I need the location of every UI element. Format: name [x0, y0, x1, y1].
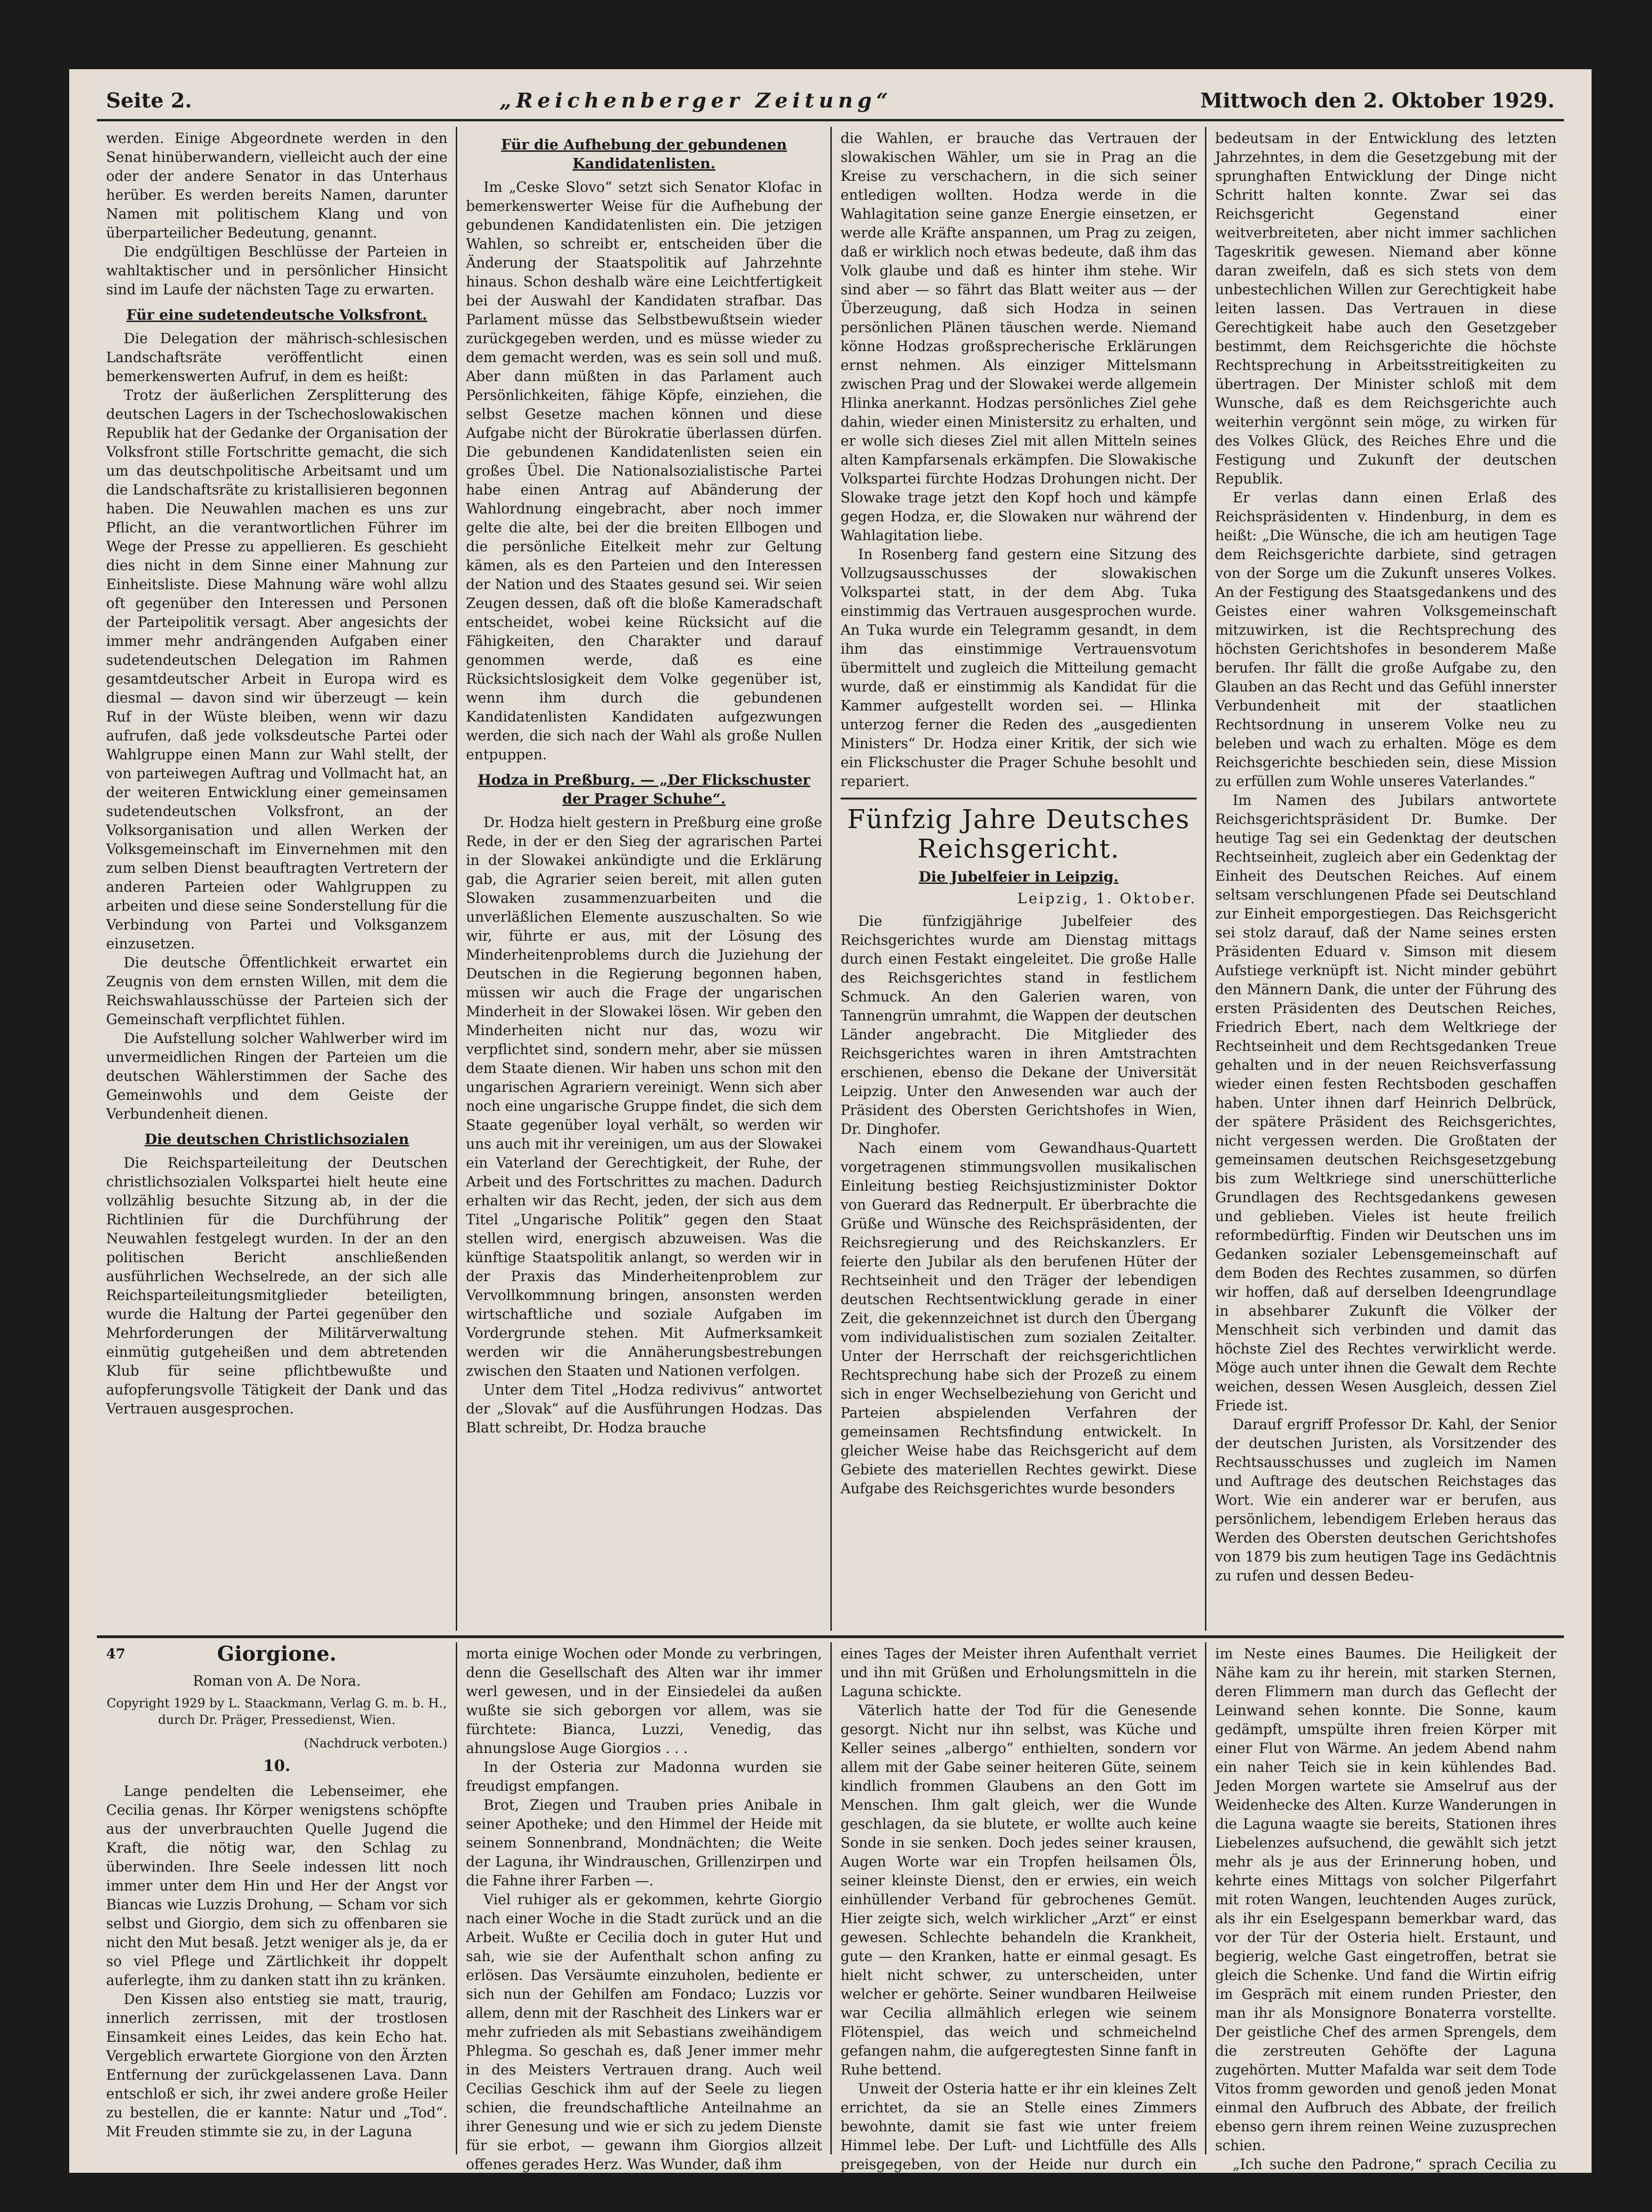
- article-separator: [841, 798, 1197, 799]
- section-heading: Hodza in Preßburg. — „Der Flickschuster der Prager Schuhe“.: [477, 772, 811, 807]
- paragraph: Trotz der äußerlichen Zersplitterung des deutschen Lagers in der Tschechoslowakischen Republik hat der Gedanke der Organisation der Volksfront stille Fortschritte gemacht, die sich um das deutschpolitische Arbeitsamt und um die Landschaftsräte zu kristallisieren begonnen haben. Die Neuwahlen machen es uns zur Pflicht, an die verantwortlichen Führer im Wege der Presse zu appellieren. Es geschieht dies nicht in dem Sinne einer Mahnung zur Einheitsliste. Diese Mahnung wäre wohl allzu oft gegenüber den Interessen und Personen der Parteipolitik versagt. Aber angesichts der immer mehr andrängenden Aufgaben einer sudetendeutschen Delegation im Rahmen gesamtdeutscher Arbeit in Europa wird es diesmal — davon sind wir überzeugt — kein Ruf in der Wüste bleiben, wenn wir dazu aufrufen, daß jede volksdeutsche Partei oder Wahlgruppe einen Mann zur Wahl stellt, der von parteiwegen Auftrag und Vollmacht hat, an der weiteren Entwicklung einer gemeinsamen sudetendeutschen Volksfront, an der Volksorganisation und allen Werken der Volksgemeinschaft im Einvernehmen mit den zum selben Dienst beauftragten Vertretern der anderen Parteien oder Wahlgruppen zu arbeiten und diese seine Sonderstellung für die Verbindung von Partei und Volksganzem einzusetzen.: [106, 388, 447, 952]
- column-divider: [1205, 1642, 1206, 2154]
- paragraph: eines Tages der Meister ihren Aufenthalt verriet und ihn mit Grüßen und Erholungsmitteln in die Laguna schickte.: [841, 1646, 1197, 1700]
- installment-number: 47: [106, 1646, 125, 1662]
- paragraph: Die Aufstellung solcher Wahlwerber wird im unvermeidlichen Ringen der Parteien um die deutschen Wählerstimmen der Sache des Gemeinwohls und dem Geiste der Verbundenheit dienen.: [106, 1031, 447, 1122]
- paragraph: Die Reichsparteileitung der Deutschen christlichsozialen Volkspartei hielt heute eine vollzählig besuchte Sitzung ab, in der die Richtlinien für die Durchführung der Neuwahlen festgelegt wurden. In der an den politischen Bericht anschließenden ausführlichen Wechselrede, an der sich alle Reichsparteileitungsmitglieder beteiligten, wurde die Haltung der Partei gegenüber den Mehrforderungen der Militärverwaltung einmütig gutgeheißen und dem abtretenden Klub für seine pflichtbewußte und aufopferungsvolle Tätigkeit der Dank und das Vertrauen ausgesprochen.: [106, 1155, 447, 1417]
- copyright-notice: Copyright 1929 by L. Staackmann, Verlag G. m. b. H., durch Dr. Präger, Pressedienst, Wien.: [107, 1696, 447, 1727]
- column-1: [106, 129, 447, 1628]
- paragraph: Brot, Ziegen und Trauben pries Anibale in seiner Apotheke; und den Himmel der Heide mit seinem Sonnenbrand, Mondnächten; die Weite der Laguna, ihr Windrauschen, Grillenzirpen und die Fahne ihrer Farben —.: [466, 1797, 822, 1889]
- paragraph: Unter dem Titel „Hodza redivivus“ antwortet der „Slovak“ auf die Ausführungen Hodzas. Das Blatt schreibt, Dr. Hodza brauche: [466, 1382, 822, 1436]
- paragraph: werden. Einige Abgeordnete werden in den Senat hinüberwandern, vielleicht auch der eine oder der andere Senator in das Unterhaus herüber. Es werden bereits Namen, darunter Namen mit politischem Klang und von überparteilicher Bedeutung, genannt.: [106, 131, 447, 241]
- masthead: „Reichenberger Zeitung“: [500, 89, 893, 113]
- section-heading: Für eine sudetendeutsche Volksfront.: [126, 307, 427, 323]
- paragraph: morta einige Wochen oder Monde zu verbringen, denn die Gesellschaft des Alten war ihr immer werl gewesen, und in der Einsiedelei da außen wußte sie sich geborgen vor allem, was sie fürchtete: Bianca, Luzzi, Venedig, das ahnungslose Auge Giorgios . . .: [466, 1646, 822, 1757]
- paragraph: Dr. Hodza hielt gestern in Preßburg eine große Rede, in der er den Sieg der agrarischen Partei in der Slowakei ankündigte und die Erklärung gab, die Agrarier seien bereit, mit allen guten Slowaken zusammenzuarbeiten und die unverläßlichen Elemente auszuschalten. So wie wir, führte er aus, mit der Lösung des Minderheitenproblems durch die Juziehung der Deutschen in die Regierung begonnen haben, müssen wir auch die Frage der ungarischen Minderheit in der Slowakei lösen. Wir geben den Minderheiten nicht nur das, wozu wir verpflichtet sind, sondern mehr, aber sie müssen dem Staate dienen. Wir haben uns schon mit den ungarischen Agrariern vereinigt. Wenn sich aber noch eine ungarische Gruppe findet, die sich dem Staate gegenüber loyal verhält, so werden wir uns auch mit ihr vereinigen, um aus der Slowakei ein Vaterland der Gerechtigkeit, der Ruhe, der Arbeit und des Fortschrittes zu machen. Dadurch erhalten wir das Recht, jeden, der sich aus dem Titel „Ungarische Politik“ gegen den Staat stellen wird, energisch abzuweisen. Was die künftige Staatspolitik anlangt, so werden wir in der Praxis das Minderheitenproblem zur Vervollkommnung bringen, ansonsten werden wirtschaftliche und soziale Aufgaben im Vordergrunde stehen. Mit Aufmerksamkeit werden wir die Annäherungsbestrebungen zwischen den Staaten und Nationen verfolgen.: [466, 815, 822, 1379]
- novel-column-2: [466, 1645, 822, 2173]
- column-divider: [830, 1642, 832, 2154]
- column-divider: [456, 1642, 457, 2154]
- column-divider: [1205, 127, 1206, 1631]
- column-2: [466, 129, 822, 1628]
- novel-column-1: [106, 1642, 447, 2157]
- paragraph: Im „Ceske Slovo“ setzt sich Senator Klofac in bemerkenswerter Weise für die Aufhebung der gebundenen Kandidatenlisten ein. Die jetzigen Wahlen, so schreibt er, entscheiden über die Änderung der Staatspolitik auf Jahrzehnte hinaus. Schon deshalb wäre eine Leichtfertigkeit bei der Auswahl der Kandidaten strafbar. Das Parlament müsse das Selbstbewußtsein wieder zurückgegeben werden, und es müsse wieder zu dem gemacht werden, was es sein soll und muß. Aber dann müßten in das Parlament auch Persönlichkeiten, fähige Köpfe, einziehen, die selbst Gesetze machen können und diese Aufgabe nicht der Bürokratie überlassen dürfen. Die gebundenen Kandidatenlisten seien ein großes Übel. Die Nationalsozialistische Partei habe einen Antrag auf Abänderung der Wahlordnung eingebracht, aber noch immer gelte die alte, bei der die breiten Ellbogen und die persönliche Eitelkeit mehr zur Geltung kämen, als es den Parteien und den Interessen der Nation und des Staates gesund sei. Wir seien Zeugen dessen, daß oft die bloße Kameradschaft entscheidet, wobei keine Rücksicht auf die Fähigkeiten, den Charakter und darauf genommen werde, daß es eine Rücksichtslosigkeit dem Volke gegenüber ist, wenn ihm durch die gebundenen Kandidatenlisten Kandidaten aufgezwungen werden, die sich nach der Wahl als große Nullen entpuppen.: [466, 179, 822, 763]
- paragraph: im Neste eines Baumes. Die Heiligkeit der Nähe kam zu ihr herein, mit starken Sternen, deren Flimmern man durch das Geflecht der Leinwand sehen konnte. Die Sonne, kaum gedämpft, umspülte ihren freien Körper mit einer Flut von Wärme. An jedem Abend nahm ein naher Teich sie in kein kühlendes Bad. Jeden Morgen wartete sie Amselruf aus der Weidenhecke des Alten. Kurze Wanderungen in die Laguna waagte sie bereits, Stationen ihres Liebelenzes aufsuchend, die gewählt sich jetzt mehr als je aus der Erinnerung hoben, und kehrte eines Mittags von solcher Pilgerfahrt mit roten Wangen, leuchtenden Auges zurück, als ihr ein Eselgespann bemerkbar ward, das vor der Tür der Osteria hielt. Erstaunt, und begierig, welche Gast eingetroffen, betrat sie gleich die Schenke. Und fand die Wirtin eifrig im Gespräch mit einem runden Priester, den man ihr als Monsignore Bonaterra vorstellte. Der geistliche Chef des armen Sprengels, dem die zerstreuten Gehöfte der Laguna zugehörten. Mutter Mafalda war seit dem Tode Vitos fromm geworden und genoß jeden Monat einmal den Aufbruch des Abbate, der freilich ebenso gern ihrem reinen Weine zuzusprechen schien.: [1215, 1646, 1557, 2154]
- novel-title: Giorgione.: [217, 1642, 337, 1666]
- section-heading: Die deutschen Christlichsozialen: [144, 1131, 409, 1148]
- article-subhead: Die Jubelfeier in Leipzig.: [918, 869, 1119, 885]
- novel-author: Roman von A. De Nora.: [193, 1673, 361, 1689]
- section-heading: Für die Aufhebung der gebundenen Kandidatenlisten.: [501, 137, 787, 172]
- novel-column-3: [841, 1645, 1197, 2192]
- paragraph: Im Namen des Jubilars antwortete Reichsgerichtspräsident Dr. Bumke. Der heutige Tag sei ein Gedenktag der deutschen Rechtseinheit, zugleich aber ein Gedenktag der Einheit des Deutschen Reiches. Auf einem seltsam verschlungenen Pfade sei Deutschland zur Einheit emporgestiegen. Das Reichsgericht sei stolz darauf, daß der Name seines ersten Präsidenten Eduard v. Simson mit diesem Aufstiege verknüpft ist. Nicht minder gebührt den Männern Dank, die unter der Führung des ersten Präsidenten des Deutschen Reiches, Friedrich Ebert, nach dem Weltkriege der Rechtseinheit und dem Rechtsgedanken Treue gehalten und in der neuen Reichsverfassung wieder einen festen Rechtsboden geschaffen haben. Unter ihnen darf Heinrich Delbrück, der spätere Präsident des Reichsgerichtes, nicht vergessen werden. Die Großtaten der gemeinsamen deutschen Reichsgesetzgebung bis zum Weltkriege sind unerschütterliche Grundlagen des Rechtsgedankens gewesen und geblieben. Vieles ist heute freilich reformbedürftig. Finden wir Deutschen uns im Gedanken sozialer Lebensgemeinschaft auf dem Boden des Rechtes zusammen, so dürfen wir hoffen, daß auf derselben Ideengrundlage in absehbarer Zukunft die Völker der Menschheit sich verbinden und damit das höchste Ziel des Rechtes verwirklicht werde. Möge auch unter ihnen die Gewalt dem Rechte weichen, dessen Wesen Ausgleich, dessen Ziel Friede ist.: [1215, 793, 1557, 1414]
- paragraph: In der Osteria zur Madonna wurden sie freudigst empfangen.: [466, 1759, 822, 1795]
- paragraph: Er verlas dann einen Erlaß des Reichspräsidenten v. Hindenburg, in dem es heißt: „Die Wünsche, die ich am heutigen Tage dem Reichsgerichte darbiete, sind getragen von der Sorge um die Zukunft unseres Volkes. An der Festigung des Staatsgedankens und des Geistes einer wahren Volksgemeinschaft mitzuwirken, ist die Rechtsprechung des höchsten Gerichtshofes in besonderem Maße berufen. Ihr fällt die große Aufgabe zu, den Glauben an das Recht und das Gefühl innerster Verbundenheit mit der staatlichen Rechtsordnung in unserem Volke neu zu beleben und wach zu erhalten. Möge es dem Reichsgerichte beschieden sein, diese Mission zu erfüllen zum Wohle unseres Vaterlandes.“: [1215, 490, 1557, 790]
- paragraph: die Wahlen, er brauche das Vertrauen der slowakischen Wähler, um sie in Prag an die Kreise zu verschachern, in die sich seiner entledigen wollten. Hodza werde in die Wahlagitation seine ganze Energie einsetzen, er werde alle Kräfte anspannen, um Prag zu zeigen, daß er wirklich noch etwas bedeute, daß ihm das Volk glaube und daß es hinter ihm stehe. Wir sind aber — so fährt das Blatt weiter aus — der Überzeugung, daß sich Hodza in seinen persönlichen Plänen täuschen werde. Niemand könne Hodzas großsprecherische Erklärungen ernst nehmen. Als einziger Mittelsmann zwischen Prag und der Slowakei werde allgemein Hlinka anerkannt. Hodzas persönliches Ziel gehe dahin, wieder einen Ministersitz zu erhalten, und er wolle sich dieses Ziel mit allen Mitteln seines alten Kampfarsenals erkämpfen. Die Slowakische Volkspartei fürchte Hodzas Drohungen nicht. Der Slowake trage jetzt den Kopf hoch und kämpfe gegen Hodza, er, die Slowaken nur während der Wahlagitation liebe.: [841, 131, 1197, 544]
- paragraph: „Ich suche den Padrone,“ sprach Cecilia zu ihr Eindringen in die geistliche Stunde zu entschuldigen.: [1215, 2157, 1557, 2211]
- column-divider: [456, 127, 457, 1631]
- paragraph: Die Delegation der mährisch-schlesischen Landschaftsräte veröffentlicht einen bemerkenswerten Aufruf, in dem es heißt:: [106, 331, 447, 385]
- issue-date: Mittwoch den 2. Oktober 1929.: [1200, 89, 1555, 113]
- reprint-notice: (Nachdruck verboten.): [304, 1736, 447, 1751]
- page-number: Seite 2.: [106, 89, 192, 113]
- paragraph: Die deutsche Öffentlichkeit erwartet ein Zeugnis von dem ernsten Willen, mit dem die Reichswahlausschüsse der Parteien sich der Gemeinschaft verpflichtet fühlen.: [106, 955, 447, 1028]
- page-header: [106, 87, 1555, 114]
- article-title: Fünfzig Jahre Deutsches Reichsgericht.: [847, 805, 1190, 864]
- paragraph: Darauf ergriff Professor Dr. Kahl, der Senior der deutschen Juristen, als Vorsitzender des Rechtsausschusses und zugleich im Namen und Auftrage des deutschen Reichstages das Wort. Wie ein anderer war er berufen, aus persönlichem, lebendigem Erleben heraus das Werden des Obersten deutschen Gerichtshofes von 1879 bis zum heutigen Tage ins Gedächtnis zu rufen und dessen Bedeu-: [1215, 1417, 1557, 1584]
- column-divider: [830, 127, 832, 1631]
- paragraph: In Rosenberg fand gestern eine Sitzung des Vollzugsausschusses der slowakischen Volkspartei statt, in der dem Abg. Tuka einstimmig das Vertrauen ausgesprochen wurde. An Tuka wurde ein Telegramm gesandt, in dem ihm das einstimmige Vertrauensvotum übermittelt und zugleich die Mitteilung gemacht wurde, daß er einstimmig als Kandidat für die Kammer aufgestellt worden sei. — Hlinka unterzog ferner die Reden des „ausgedienten Ministers“ Dr. Hodza einer Kritik, der sich wie ein Flickschuster die Prager Schuhe besohlt und repariert.: [841, 547, 1197, 790]
- paragraph: Die endgültigen Beschlüsse der Parteien in wahltaktischer und in persönlicher Hinsicht sind im Laufe der nächsten Tage zu erwarten.: [106, 244, 447, 298]
- novel-column-4: [1215, 1645, 1557, 2211]
- dateline: Leipzig, 1. Oktober.: [1017, 890, 1197, 907]
- chapter-number: 10.: [263, 1757, 291, 1775]
- feuilleton-rule: [97, 1635, 1564, 1638]
- paragraph: Väterlich hatte der Tod für die Genesende gesorgt. Nicht nur ihn selbst, was Küche und Keller seines „albergo“ enthielten, sondern vor allem mit der Gabe seiner heiteren Güte, seinem kindlich frommen Glaubens an den Gott im Menschen. Ihm galt gleich, wer die Wunde geschlagen, da sie blutete, er wollte auch keine Sonde in sie senken. Doch jedes seiner krausen, Augen Worte war ein Tropfen heilsamen Öls, seiner kleinste Dienst, den er erwies, ein weich einhüllender Verband für gebrochenes Gemüt. Hier zeigte sich, welch wirklicher „Arzt“ er einst gewesen. Schlechte behandeln die Krankheit, gute — den Kranken, hatte er einmal gesagt. Es hielt nicht schwer, zu unterscheiden, unter welcher er gehörte. Seiner wundbaren Heilweise war Cecilia allmählich erlegen wie seinem Flötenspiel, das weich und schmeichelnd gefangen nahm, die aufgeregtesten Sinne fanft in Ruhe bettend.: [841, 1703, 1197, 2078]
- paragraph: Viel ruhiger als er gekommen, kehrte Giorgio nach einer Woche in die Stadt zurück und an die Arbeit. Wußte er Cecilia doch in guter Hut und sah, wie sie der Aufenthalt schon anfing zu erlösen. Das Versäumte einzuholen, bediente er sich nun der Gehilfen am Fondaco; Luzzis vor allem, denn mit der Raschheit des Linkers war er mehr zufrieden als mit Sebastians zweihändigem Phlegma. So geschah es, daß Jener immer mehr in des Meisters Vertrauen drang. Auch weil Cecilias Geschick ihm auf der Seele zu liegen schien, die freundschaftliche Anteilnahme an ihrer Genesung und wie er sich zu jedem Dienste für sie erbot, — gewann ihm Giorgios allzeit offenes gerades Herz. Was Wunder, daß ihm: [466, 1892, 822, 2173]
- column-3: [841, 129, 1197, 1628]
- paragraph: Nach einem vom Gewandhaus-Quartett vorgetragenen stimmungsvollen musikalischen Einleitung bestieg Reichsjustizminister Doktor von Guerard das Rednerpult. Er überbrachte die Grüße und Wünsche des Reichspräsidenten, der Reichsregierung und des Reichskanzlers. Er feierte den Jubilar als den berufenen Hüter der Rechtseinheit und den Träger der lebendigen deutschen Rechtsentwicklung gerade in einer Zeit, die gekennzeichnet ist durch den Übergang vom individualistischen zum sozialen Zeitalter. Unter der Herrschaft der reichsgerichtlichen Rechtsprechung habe sich der Prozeß zu einem sich in enger Wechselbeziehung von Gericht und Parteien abspielenden Verfahren der gemeinsamen Rechtsfindung entwickelt. In gleicher Weise habe das Reichsgericht auf dem Gebiete des materiellen Rechtes gewirkt. Diese Aufgabe des Reichsgerichtes wurde besonders: [841, 1140, 1197, 1497]
- header-rule: [97, 119, 1564, 121]
- paragraph: Den Kissen also entstieg sie matt, traurig, innerlich zerrissen, mit der trostlosen Einsamkeit eines Leides, das kein Echo hat. Vergeblich erwartete Giorgione von den Ärzten Entfernung der zurückgelassenen Lava. Dann entschloß er sich, ihr zwei andere große Heiler zu bestellen, die er kannte: Natur und „Tod“. Mit Freuden stimmte sie zu, in der Laguna: [106, 1991, 447, 2140]
- newspaper-page: [69, 69, 1592, 2211]
- paragraph: bedeutsam in der Entwicklung des letzten Jahrzehntes, in dem die Gesetzgebung mit der sprunghaften Entwicklung der Dinge nicht Schritt halten konnte. Zwar sei das Reichsgericht Gegenstand einer weitverbreiteten, aber nicht immer sachlichen Tageskritik gewesen. Niemand aber könne daran zweifeln, daß es sich stets von dem unbestechlichen Willen zur Gerechtigkeit habe leiten lassen. Das Vertrauen in diese Gerechtigkeit habe auch den Gesetzgeber bestimmt, dem Reichsgerichte die höchste Rechtsprechung in Arbeitsstreitigkeiten zu übertragen. Der Minister schloß mit dem Wunsche, daß es dem Reichsgerichte auch weiterhin vergönnt sein möge, zu wirken für des Volkes Glück, des Reiches Ehre und die Festigung und Zukunft der deutschen Republik.: [1215, 131, 1557, 487]
- paragraph: Lange pendelten die Lebenseimer, ehe Cecilia genas. Ihr Körper wenigstens schöpfte aus der unverbrauchten Quelle Jugend die Kraft, die nötig war, den Schlag zu überwinden. Ihre Seele indessen litt noch immer unter dem Hin und Her der Angst vor Biancas wie Luzzis Drohung, — Scham vor sich selbst und Giorgio, dem sich zu offenbaren sie nicht den Mut besaß. Jetzt weniger als je, da er so viel Pflege und Zärtlichkeit ihr doppelt auferlegte, ihm zu danken statt ihn zu kränken.: [106, 1783, 447, 1989]
- paragraph: Unweit der Osteria hatte er ihr ein kleines Zelt errichtet, da sie an Stelle eines Zimmers bewohnte, damit sie fast wie unter freiem Himmel lebe. Der Luft- und Lichtfülle des Alls preisgegeben, von der Heide nur durch ein dünnes Tuch getrennt, — gleichsam: [841, 2081, 1197, 2192]
- column-4: [1215, 129, 1557, 1628]
- paragraph: Die fünfzigjährige Jubelfeier des Reichsgerichtes wurde am Dienstag mittags durch einen Festakt eingeleitet. Die große Halle des Reichsgerichtes stand in festlichem Schmuck. An den Galerien waren, von Tannengrün umrahmt, die Wappen der deutschen Länder angebracht. Die Mitglieder des Reichsgerichtes waren in ihren Amtstrachten erschienen, ebenso die Dekane der Universität Leipzig. Unter den Anwesenden war auch der Präsident des Obersten Gerichtshofes in Wien, Dr. Dinghofer.: [841, 913, 1197, 1138]
